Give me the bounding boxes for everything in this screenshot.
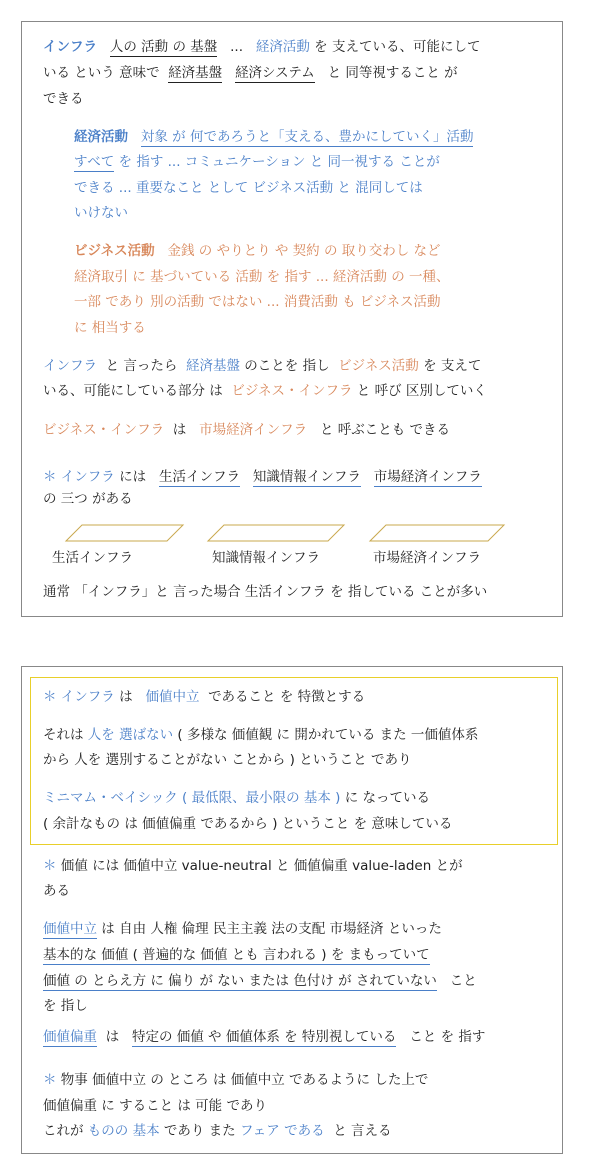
econ-def-line-1: 経済活動 対象 が 何であろうと「支える、豊かにしていく」活動 — [74, 129, 474, 145]
asterisk-icon: ＊ — [43, 469, 57, 485]
econ-def-line-2: すべて を 指す ... コミュニケーション と 同一視する ことが — [74, 154, 440, 170]
term-econ-activity: 経済活動 — [74, 129, 128, 145]
y3-line-2: ( 余計なもの は 価値偏重 であるから ) ということ を 意味している — [43, 816, 453, 832]
p2-line-1: 価値中立 は 自由 人権 倫理 民主主義 法の支配 市場経済 といった — [43, 921, 442, 937]
p4-line-2: 価値偏重 に すること は 可能 であり — [43, 1098, 267, 1114]
para4-line-2: の 三つ がある — [43, 491, 133, 507]
value-section-box — [21, 666, 563, 1154]
biz-def-line-1: ビジネス活動 金銭 の やりとり や 契約 の 取り交わし など — [74, 243, 441, 259]
intro-line-3: できる — [43, 91, 84, 107]
para3-line: ビジネス・インフラ は 市場経済インフラ と 呼ぶことも できる — [43, 422, 451, 438]
biz-def-line-4: に 相当する — [74, 320, 146, 336]
p2-line-3: 価値 の とらえ方 に 偏り が ない または 色付け が されていない こと — [43, 973, 477, 989]
econ-system: 経済システム — [235, 65, 315, 81]
y2-line-1: それは 人を 選ばない ( 多様な 価値観 に 開かれている また 一価値体系 — [43, 727, 479, 743]
econ-def-line-3: できる ... 重要なこと として ビジネス活動 と 混同しては — [74, 180, 423, 196]
p1-line-2: ある — [43, 883, 70, 899]
shape-living-infra — [66, 525, 183, 541]
p4-line-3: これが ものの 基本 であり また フェア である と 言える — [43, 1123, 392, 1139]
infra-section-box — [21, 21, 563, 617]
para2-line-2: いる、可能にしている部分 は ビジネス・インフラ と 呼び 区別していく — [43, 383, 487, 399]
y3-line-1: ミニマム・ベイシック ( 最低限、最小限の 基本 ) に なっている — [43, 790, 431, 806]
shape-knowledge-infra — [208, 525, 344, 541]
label-market-infra: 市場経済インフラ — [373, 550, 481, 566]
p4-line-1: ＊ 物事 価値中立 の ところ は 価値中立 であるように した上で — [43, 1072, 429, 1088]
term-biz-activity: ビジネス活動 — [74, 243, 155, 259]
section1-footer: 通常 「インフラ」と 言った場合 生活インフラ を 指している ことが多い — [43, 584, 488, 600]
term-value-neutral: 価値中立 — [145, 689, 200, 705]
p2-line-2: 基本的な 価値 ( 普遍的な 価値 とも 言われる ) を まもっていて — [43, 947, 430, 963]
y1-line: ＊ インフラ は 価値中立 であること を 特徴とする — [43, 689, 366, 705]
fair: フェア である — [239, 1123, 325, 1139]
econ-def-line-4: いけない — [74, 205, 128, 221]
no-selection: 人を 選ばない — [87, 727, 174, 743]
human-activity-base: 人の 活動 の 基盤 — [109, 39, 218, 55]
p2-line-4: を 指し — [43, 998, 88, 1014]
biz-def-line-3: 一部 であり 別の活動 ではない ... 消費活動 も ビジネス活動 — [74, 294, 441, 310]
term-infra: インフラ — [43, 39, 97, 55]
term-value-laden: 価値偏重 — [43, 1029, 97, 1045]
term-market-econ-infra: 市場経済インフラ — [199, 422, 308, 438]
label-knowledge-infra: 知識情報インフラ — [212, 550, 320, 566]
p3-line: 価値偏重 は 特定の 価値 や 価値体系 を 特別視している こと を 指す — [43, 1029, 486, 1045]
biz-def-line-2: 経済取引 に 基づいている 活動 を 指す ... 経済活動 の 一種、 — [74, 269, 450, 285]
y2-line-2: から 人を 選別することがない ことから ) ということ であり — [43, 752, 412, 768]
econ-activity-ref: 経済活動 — [255, 39, 310, 55]
asterisk-icon: ＊ — [43, 689, 57, 705]
econ-base: 経済基盤 — [168, 65, 223, 81]
para2-line-1: インフラ と 言ったら 経済基盤 のことを 指し ビジネス活動 を 支えて — [43, 358, 482, 374]
intro-line-1: インフラ 人の 活動 の 基盤 ... 経済活動 を 支えている、可能にして — [43, 39, 481, 55]
term-business-infra: ビジネス・インフラ — [231, 383, 353, 399]
minimum-basic: ミニマム・ベイシック ( 最低限、最小限の 基本 ) — [43, 790, 341, 806]
para4-line-1: ＊ インフラ には 生活インフラ 知識情報インフラ 市場経済インフラ — [43, 469, 482, 485]
label-living-infra: 生活インフラ — [52, 550, 133, 566]
p1-line-1: ＊ 価値 には 価値中立 value-neutral と 価値偏重 value-laden とが — [43, 858, 463, 874]
shape-market-infra — [370, 525, 504, 541]
basics-of-things: ものの 基本 — [87, 1123, 160, 1139]
asterisk-icon: ＊ — [43, 858, 57, 874]
intro-line-2: いる という 意味で 経済基盤 経済システム と 同等視すること が — [43, 65, 458, 81]
asterisk-icon: ＊ — [43, 1072, 57, 1088]
